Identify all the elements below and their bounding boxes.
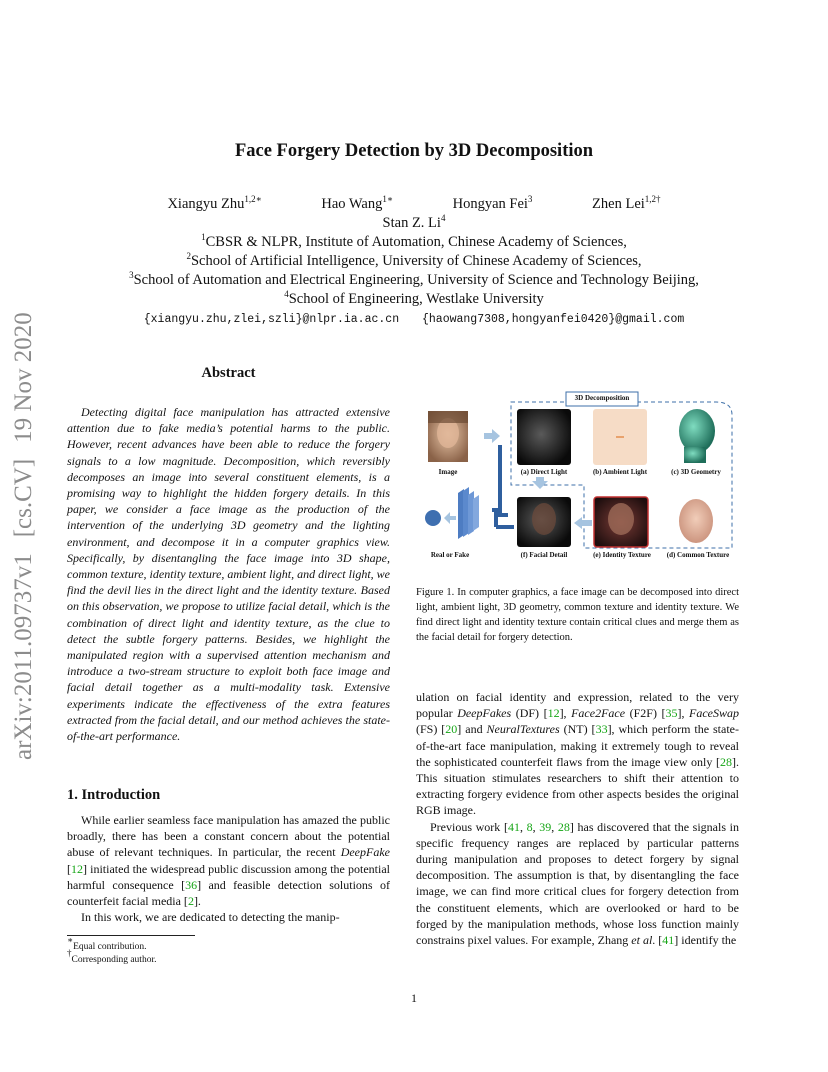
figure-1 [416, 385, 739, 570]
arrow-icon [484, 429, 500, 443]
citation-link[interactable]: 41 [507, 819, 520, 834]
author: Hongyan Fei$^3$ [452, 194, 533, 212]
abstract-text: Detecting digital face manipulation has attracted extensive attention due to fake media’s potential harms to the public. However, recent advances have been able to reduce the forgery signals to a low magnitude. Decomposition, which reversibly decomposes an image into several constituent elements, is a promising way to highlight the hidden forgery details. In this paper, we consider a face image as the production of the intervention of the underlying 3D geometry and the lighting environment, and decompose it in a computer graphics view. Specifically, by disentangling the face image into 3D shape, common texture, identity texture, ambient light, and direct light, we find the devil lies in the direct light and the identity texture. Based on this observation, we propose to utilize facial detail, which is the combination of direct light and identity texture, as the clue to detect the subtle forgery patterns. Besides, we highlight the manipulated region with a supervised attention mechanism and introduce a two-stream structure to exploit both face image and facial detail together as a multi-modality task. Extensive experiments indicate the effectiveness of the extra features extracted from the facial detail, and our method achieves the state-of-the-art performance. [67, 405, 390, 744]
paper-title: Face Forgery Detection by 3D Decomposition [234, 141, 594, 161]
figure-label: (f) Facial Detail [520, 551, 568, 559]
citation-link[interactable]: 20 [445, 722, 458, 737]
affiliation: $^2$School of Artificial Intelligence, University of Chinese Academy of Sciences, [186, 251, 642, 269]
email: {xiangyu.zhu,zlei,szli}@nlpr.ia.ac.cn [143, 313, 400, 326]
figure-caption: Figure 1. In computer graphics, a face image can be decomposed into direct light, ambient light, 3D geometry, common texture and identity texture. We find direct light and identity texture contain critical clues and merge them as the facial detail for forgery detection. [416, 587, 739, 643]
arrow-icon [444, 512, 456, 524]
citation-link[interactable]: 39 [539, 819, 552, 834]
citation-link[interactable]: 12 [547, 706, 560, 721]
footnote-divider [67, 935, 195, 936]
footnote: ∗Equal contribution. [67, 935, 147, 952]
flow-line [500, 445, 508, 515]
network-stack-icon [458, 487, 479, 539]
figure-label: Real or Fake [430, 551, 470, 559]
citation-link[interactable]: 35 [665, 706, 678, 721]
citation-link[interactable]: 41 [662, 933, 675, 948]
paragraph: Previous work [41, 8, 39, 28] has discovered that the signals in specific frequency ranges are replaced by particular patterns during manipulation and proposes to detect forgery by signal decomposition. The assumption is that, by disentangling the face image, we can find more critical clues for forgery detection from the constituent elements, which are overlooked or hard to be forged by the manipulation methods, whose loss function mainly constrains pixel values. For example, Zhang et al. [41] identify the [416, 819, 739, 948]
author: Xiangyu Zhu$^{1,2∗}$ [167, 194, 262, 212]
direct-light-image [517, 409, 571, 465]
email: {haowang7308,hongyanfei0420}@gmail.com [422, 313, 685, 326]
figure-label: (c) 3D Geometry [671, 468, 721, 476]
citation-link[interactable]: 33 [595, 722, 608, 737]
group-title: 3D Decomposition [574, 394, 630, 402]
affiliation: $^3$School of Automation and Electrical Engineering, University of Science and Technology Beijing, [129, 270, 699, 288]
paragraph: In this work, we are dedicated to detecting the manip- [81, 910, 340, 925]
paragraph: ulation on facial identity and expression, related to the very popular DeepFakes (DF) [12], Face2Face (F2F) [35], FaceSwap (FS) [20] and NeuralTextures (NT) [33], which perform the state-of-the-art face manipulation, making it extremely tough to reveal the sophisticated counterfeit flaws from the image view only [28]. This situation stimulates researchers to shift their attention to extracting forgery evidence from other aspects besides the original RGB image. [416, 690, 739, 818]
intro-text [67, 812, 390, 925]
paragraph: While earlier seamless face manipulation has amazed the public broadly, there has been a constant concern about the potential abuse of relevant techniques. In particular, the recent DeepFake [12] initiated the widespread public discussion among the potential harmful consequence [36] and feasible detection solutions of counterfeit facial media [2]. [67, 813, 390, 909]
output-node-icon [425, 510, 441, 526]
page-number: 1 [411, 991, 417, 1005]
citation-link[interactable]: 12 [71, 861, 83, 876]
figure-label: (a) Direct Light [520, 468, 568, 476]
figure-label: Image [438, 468, 458, 476]
citation-link[interactable]: 28 [720, 754, 732, 769]
author: Stan Z. Li$^4$ [382, 213, 446, 231]
figure-label: (d) Common Texture [666, 551, 730, 559]
abstract-heading: Abstract [201, 365, 256, 381]
figure-label: (e) Identity Texture [593, 551, 651, 559]
citation-link[interactable]: 36 [185, 877, 198, 892]
citation-link[interactable]: 8 [526, 819, 533, 834]
affiliation: $^1$CBSR & NLPR, Institute of Automation, Chinese Academy of Sciences, [201, 232, 627, 250]
intro-continued-text [416, 689, 739, 948]
footnote: †Corresponding author. [67, 948, 157, 965]
figure-label: (b) Ambient Light [592, 468, 648, 476]
arxiv-identifier: arXiv:2011.09737v1[cs.CV]19 Nov 2020 [10, 312, 37, 760]
author-emails [0, 313, 828, 326]
citation-link[interactable]: 2 [187, 894, 194, 909]
author: Hao Wang$^{1∗}$ [321, 194, 393, 212]
citation-link[interactable]: 28 [557, 819, 570, 834]
decomposition-diagram [416, 385, 739, 570]
author: Zhen Lei$^{1,2\dagger}$ [592, 194, 661, 212]
affiliation: $^4$School of Engineering, Westlake University [284, 289, 544, 307]
author-list [0, 196, 828, 213]
section-heading: 1. Introduction [67, 787, 161, 803]
